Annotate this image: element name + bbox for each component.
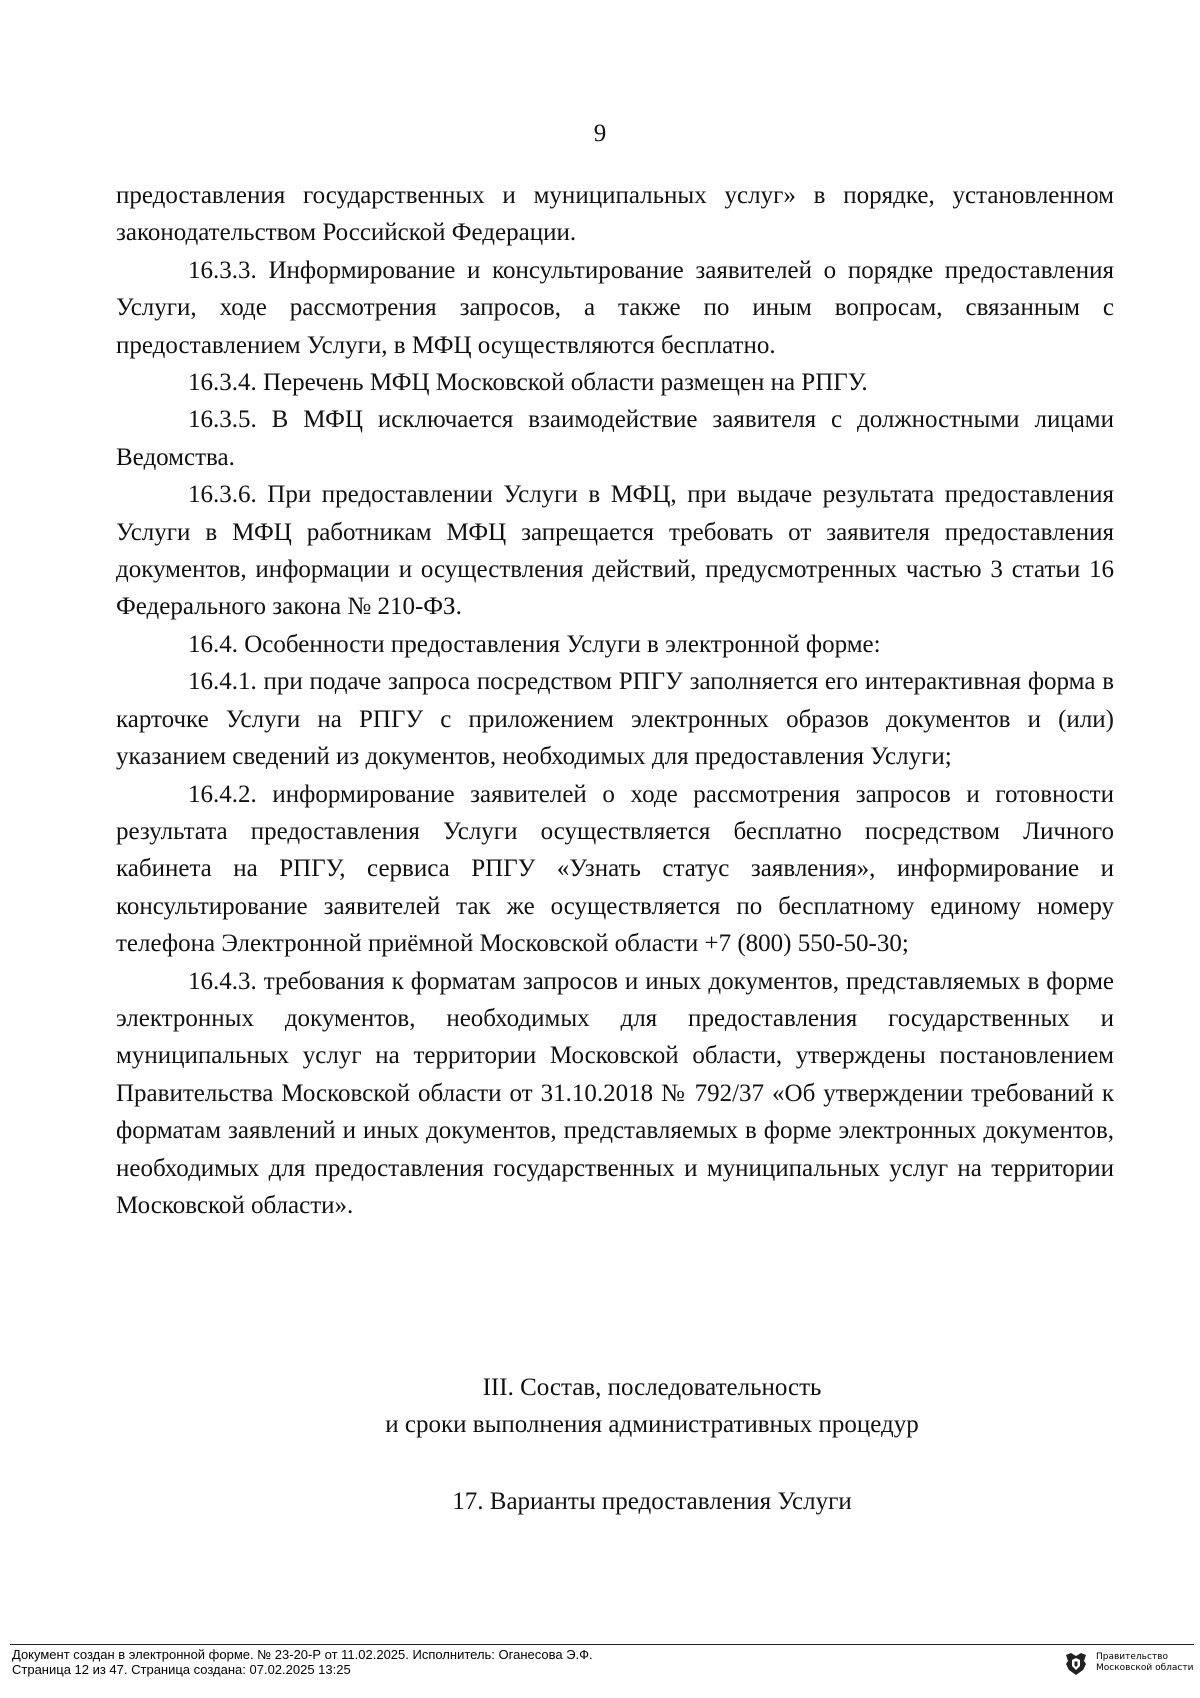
paragraph: 16.4.1. при подаче запроса посредством РПГУ заполняется его интерактивная форма в карточке Услуги на РПГУ с приложением электронных образов документов и (или) указанием сведений из документов, необходимых для предоставления Услуги; — [116, 668, 1114, 771]
footer-divider — [10, 1644, 1194, 1645]
paragraph: 16.4. Особенности предоставления Услуги в электронной форме: — [188, 630, 881, 658]
subsection-heading: 17. Варианты предоставления Услуги — [452, 1488, 852, 1515]
section-heading-line: и сроки выполнения административных процедур — [385, 1411, 919, 1439]
logo-text-line: Московской области — [1096, 1663, 1194, 1673]
document-metadata-footer — [12, 1647, 912, 1677]
paragraph: 16.3.3. Информирование и консультирование заявителей о порядке предоставления Услуги, ходе рассмотрения запросов, а также по иным вопросам, связанным с предоставлением Услуги, в МФЦ осуществляются бесплатно. — [116, 256, 1114, 359]
paragraph: предоставления государственных и муниципальных услуг» в порядке, установленном законодательством Российской Федерации. — [116, 182, 1114, 247]
paragraph: 16.4.2. информирование заявителей о ходе рассмотрения запросов и готовности результата предоставления Услуги осуществляется бесплатно посредством Личного кабинета на РПГУ, сервиса РПГУ «Узнать статус заявления», информирование и консультирование заявителей так же осуществляется по бесплатному единому номеру телефона Электронной приёмной Московской области +7 (800) 550-50-30; — [116, 780, 1114, 958]
government-logo — [1062, 1648, 1196, 1684]
page-number: 9 — [593, 120, 607, 147]
logo-text — [1096, 1652, 1196, 1674]
paragraph: 16.3.5. В МФЦ исключается взаимодействие заявителя с должностными лицами Ведомства. — [116, 406, 1114, 471]
section-heading — [296, 1369, 1008, 1444]
document-body — [116, 177, 1114, 1224]
section-heading-line: III. Состав, последовательность — [482, 1374, 822, 1401]
paragraph: 16.3.6. При предоставлении Услуги в МФЦ, при выдаче результата предоставления Услуги в МФЦ работникам МФЦ запрещается требовать от заявителя предоставления документов, информации и осуществления действий, предусмотренных частью 3 статьи 16 Федерального закона № 210-ФЗ. — [116, 481, 1114, 621]
paragraph: 16.3.4. Перечень МФЦ Московской области размещен на РПГУ. — [188, 369, 868, 397]
footer-page-line: Страница 12 из 47. Страница создана: 07.02.2025 13:25 — [12, 1662, 351, 1677]
paragraph: 16.4.3. требования к форматам запросов и иных документов, представляемых в форме электронных документов, необходимых для предоставления государственных и муниципальных услуг на территории Московской области, утверждены постановлением Правительства Московской области от 31.10.2018 № 792/37 «Об утверждении требований к форматам заявлений и иных документов, представляемых в форме электронных документов, необходимых для предоставления государственных и муниципальных услуг на территории Московской области». — [116, 967, 1114, 1219]
logo-text-line: Правительство — [1096, 1652, 1168, 1662]
coat-of-arms-icon — [1062, 1650, 1090, 1678]
footer-document-line: Документ создан в электронной форме. № 23-20-Р от 11.02.2025. Исполнитель: Оганесова Э.Ф. — [12, 1647, 593, 1662]
